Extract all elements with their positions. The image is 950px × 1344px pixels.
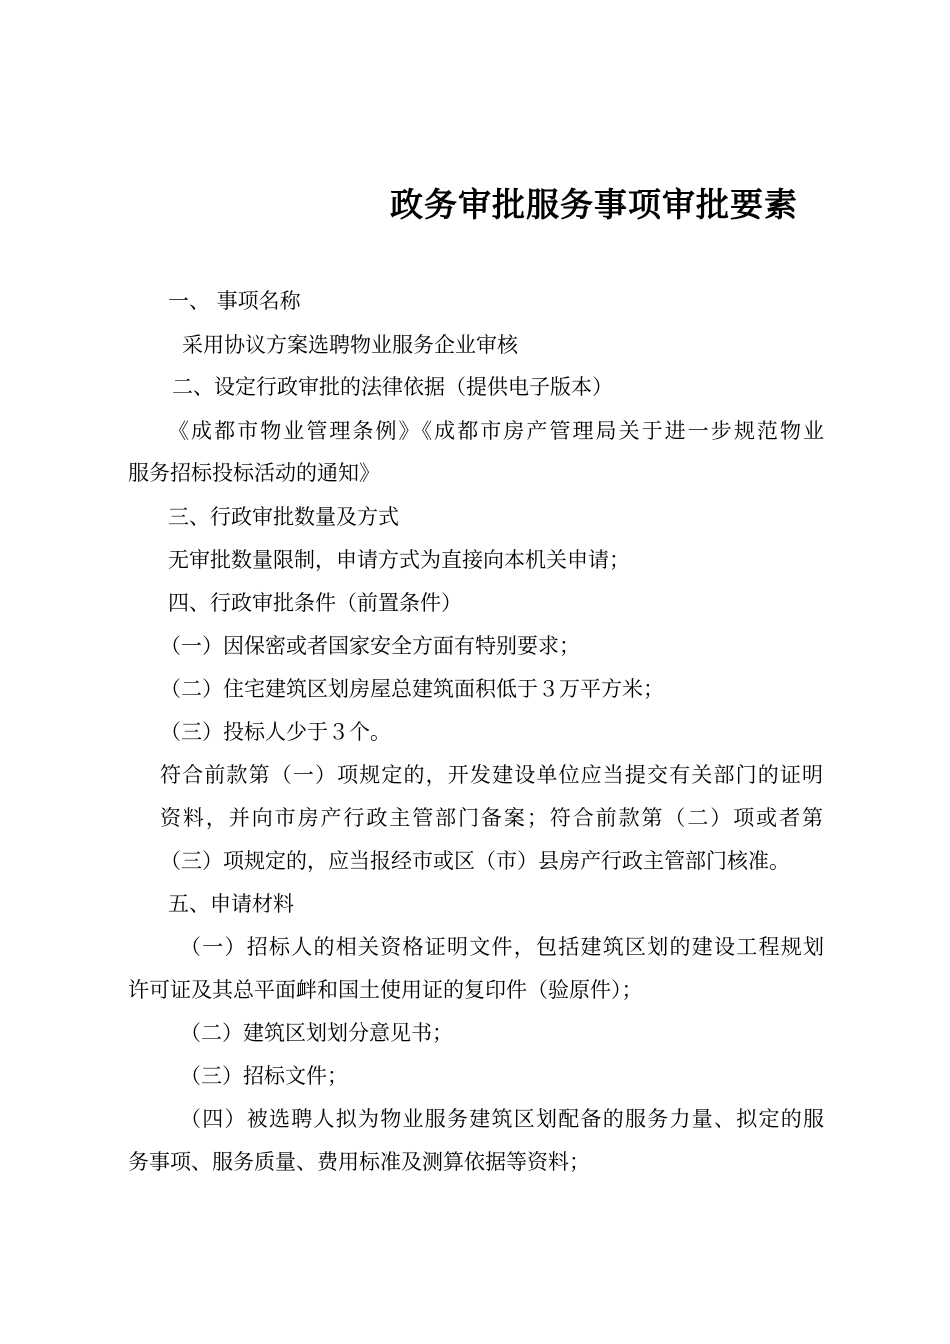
paragraph-line: 资料，并向市房产行政主管部门备案；符合前款第（二）项或者第 [160, 806, 823, 830]
list-item: （三）招标文件； [180, 1064, 348, 1088]
section-heading-2: 二、设定行政审批的法律依据（提供电子版本） [172, 375, 613, 399]
list-item: （二）建筑区划划分意见书； [180, 1021, 453, 1045]
paragraph-line: 《成都市物业管理条例》《成都市房产管理局关于进一步规范物业 [168, 419, 824, 443]
section-heading-1: 一、 事项名称 [168, 289, 301, 313]
list-item: （一）招标人的相关资格证明文件，包括建筑区划的建设工程规划 [180, 935, 824, 959]
list-item: （二）住宅建筑区划房屋总建筑面积低于３万平方米； [160, 677, 664, 701]
section-heading-3: 三、行政审批数量及方式 [168, 505, 399, 529]
paragraph-line: 符合前款第（一）项规定的，开发建设单位应当提交有关部门的证明 [160, 763, 823, 787]
paragraph-line: （三）项规定的，应当报经市或区（市）县房产行政主管部门核准。 [160, 849, 790, 873]
section-heading-4: 四、行政审批条件（前置条件） [168, 591, 462, 615]
list-item: （四）被选聘人拟为物业服务建筑区划配备的服务力量、拟定的服 [180, 1107, 824, 1131]
list-item: （一）因保密或者国家安全方面有特别要求； [160, 634, 580, 658]
paragraph-line: 务事项、服务质量、费用标准及测算依据等资料； [128, 1150, 590, 1174]
paragraph-line: 无审批数量限制，申请方式为直接向本机关申请； [168, 548, 630, 572]
paragraph-line: 服务招标投标活动的通知》 [128, 461, 380, 485]
section-heading-5: 五、申请材料 [168, 892, 294, 916]
paragraph-line: 许可证及其总平面衅和国土使用证的复印件（验原件）； [128, 978, 643, 1002]
list-item: （三）投标人少于３个。 [160, 720, 391, 744]
page-title: 政务审批服务事项审批要素 [390, 185, 798, 224]
paragraph-line: 采用协议方案选聘物业服务企业审核 [182, 333, 518, 357]
